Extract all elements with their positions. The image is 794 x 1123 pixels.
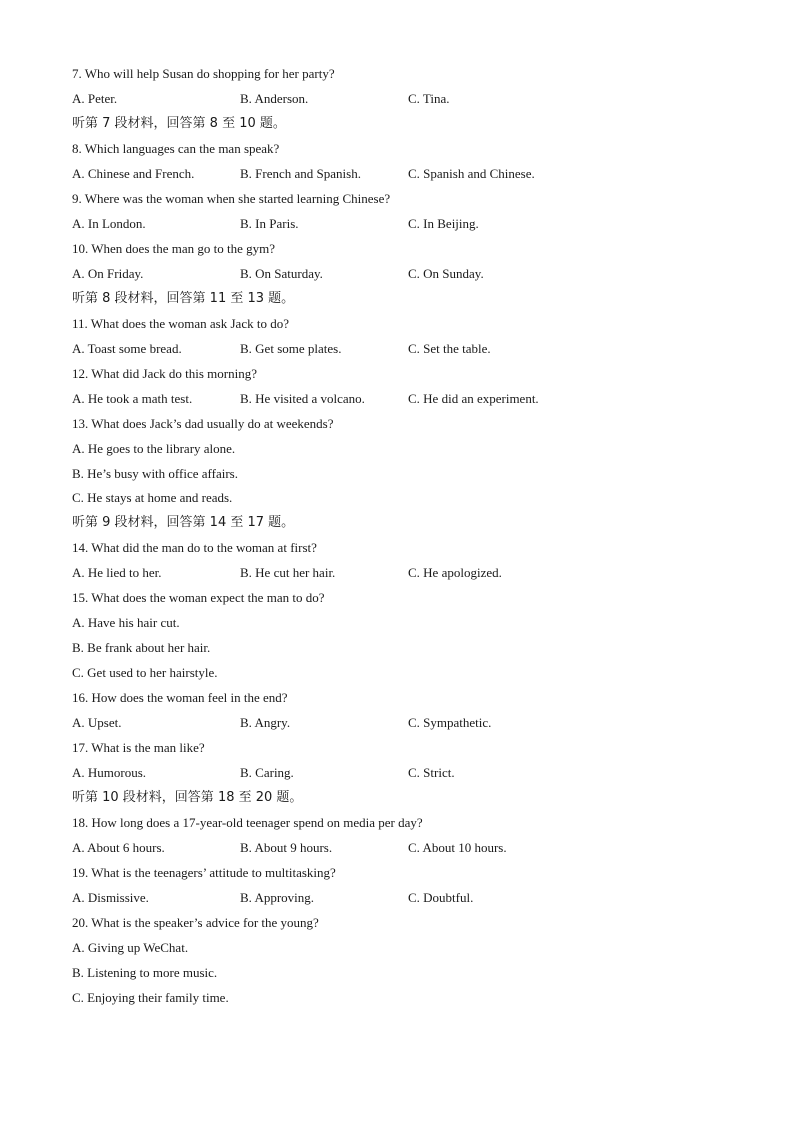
question-line (72, 312, 732, 337)
answer-option: B. He cut her hair. (240, 565, 336, 581)
answer-options-row (72, 711, 732, 736)
answer-option: C. Set the table. (408, 340, 491, 356)
question-text: 12. What did Jack do this morning? (72, 365, 257, 381)
question-line (72, 412, 732, 437)
question-text: 18. How long does a 17-year-old teenager spend on media per day? (72, 815, 423, 831)
question-line (72, 736, 732, 761)
question-line (72, 536, 732, 561)
answer-option: A. In London. (72, 215, 146, 231)
answer-option: C. Doubtful. (408, 889, 474, 905)
answer-option: A. Giving up WeChat. (72, 939, 189, 955)
answer-option-line (72, 961, 732, 986)
question-text: 13. What does Jack’s dad usually do at weekends? (72, 415, 334, 431)
answer-option: A. Dismissive. (72, 889, 149, 905)
answer-option: A. Have his hair cut. (72, 615, 180, 631)
question-text: 15. What does the woman expect the man to do? (72, 590, 325, 606)
question-line (72, 811, 732, 836)
question-line (72, 137, 732, 162)
section-instruction-text: 听第 10 段材料，回答第 18 至 20 题。 (72, 790, 303, 806)
answer-options-row (72, 262, 732, 287)
answer-option: B. Be frank about her hair. (72, 640, 211, 656)
answer-option: A. Humorous. (72, 765, 147, 781)
answer-option: C. Get used to her hairstyle. (72, 665, 218, 681)
question-line (72, 686, 732, 711)
answer-option: B. On Saturday. (240, 265, 323, 281)
answer-option: C. He apologized. (408, 565, 502, 581)
answer-option: B. Get some plates. (240, 340, 342, 356)
answer-option: A. About 6 hours. (72, 840, 165, 856)
answer-option: A. He lied to her. (72, 565, 162, 581)
question-line (72, 62, 732, 87)
answer-option: C. Sympathetic. (408, 715, 492, 731)
answer-option: C. About 10 hours. (408, 840, 507, 856)
answer-option: C. On Sunday. (408, 265, 484, 281)
question-line (72, 237, 732, 262)
question-line (72, 586, 732, 611)
answer-option: A. On Friday. (72, 265, 144, 281)
answer-option: C. Tina. (408, 90, 450, 106)
answer-option: B. In Paris. (240, 215, 299, 231)
answer-option-line (72, 611, 732, 636)
question-text: 10. When does the man go to the gym? (72, 240, 276, 256)
answer-option: C. Strict. (408, 765, 455, 781)
answer-option-line (72, 661, 732, 686)
question-text: 11. What does the woman ask Jack to do? (72, 315, 289, 331)
answer-options-row (72, 212, 732, 237)
answer-option-line (72, 437, 732, 462)
section-instruction-text: 听第 9 段材料，回答第 14 至 17 题。 (72, 515, 295, 531)
answer-option: C. In Beijing. (408, 215, 479, 231)
answer-option: C. Enjoying their family time. (72, 989, 229, 1005)
answer-option: B. About 9 hours. (240, 840, 333, 856)
answer-options-row (72, 87, 732, 112)
answer-option: C. Spanish and Chinese. (408, 165, 535, 181)
answer-option: B. Listening to more music. (72, 964, 218, 980)
answer-option: A. Toast some bread. (72, 340, 182, 356)
answer-options-row (72, 561, 732, 586)
answer-option: A. He took a math test. (72, 390, 193, 406)
answer-option: C. He stays at home and reads. (72, 490, 233, 506)
answer-options-row (72, 337, 732, 362)
section-instruction-text: 听第 8 段材料，回答第 11 至 13 题。 (72, 290, 295, 306)
question-text: 19. What is the teenagers’ attitude to multitasking? (72, 865, 336, 880)
question-line (72, 362, 732, 387)
question-line (72, 911, 732, 936)
answer-options-row (72, 836, 732, 861)
answer-option: B. Approving. (240, 889, 315, 905)
exam-page (72, 62, 732, 1011)
answer-option: A. He goes to the library alone. (72, 440, 236, 456)
section-instruction (72, 287, 732, 312)
question-text: 14. What did the man do to the woman at first? (72, 540, 317, 556)
question-text: 8. Which languages can the man speak? (72, 140, 280, 156)
answer-option: A. Chinese and French. (72, 165, 195, 181)
answer-option: B. He’s busy with office affairs. (72, 465, 238, 481)
answer-options-row (72, 162, 732, 187)
question-text: 16. How does the woman feel in the end? (72, 690, 288, 706)
section-instruction (72, 112, 732, 137)
answer-options-row (72, 886, 732, 911)
answer-option: B. French and Spanish. (240, 165, 361, 181)
answer-option-line (72, 636, 732, 661)
question-text: 7. Who will help Susan do shopping for her party? (72, 66, 335, 81)
answer-option-line (72, 486, 732, 511)
answer-option-line (72, 936, 732, 961)
answer-options-row (72, 387, 732, 412)
answer-option: B. Caring. (240, 765, 294, 781)
answer-option-line (72, 986, 732, 1011)
answer-option: A. Upset. (72, 715, 122, 731)
answer-option: A. Peter. (72, 90, 118, 106)
answer-option: B. Angry. (240, 715, 291, 731)
question-line (72, 187, 732, 212)
answer-option-line (72, 462, 732, 487)
answer-option: C. He did an experiment. (408, 390, 539, 406)
section-instruction-text: 听第 7 段材料，回答第 8 至 10 题。 (72, 115, 286, 131)
question-text: 20. What is the speaker’s advice for the young? (72, 914, 319, 930)
answer-option: B. He visited a volcano. (240, 390, 365, 406)
section-instruction (72, 786, 732, 811)
section-instruction (72, 511, 732, 536)
question-line (72, 861, 732, 886)
question-text: 9. Where was the woman when she started learning Chinese? (72, 190, 391, 206)
answer-options-row (72, 761, 732, 786)
answer-option: B. Anderson. (240, 90, 309, 106)
question-text: 17. What is the man like? (72, 740, 205, 756)
